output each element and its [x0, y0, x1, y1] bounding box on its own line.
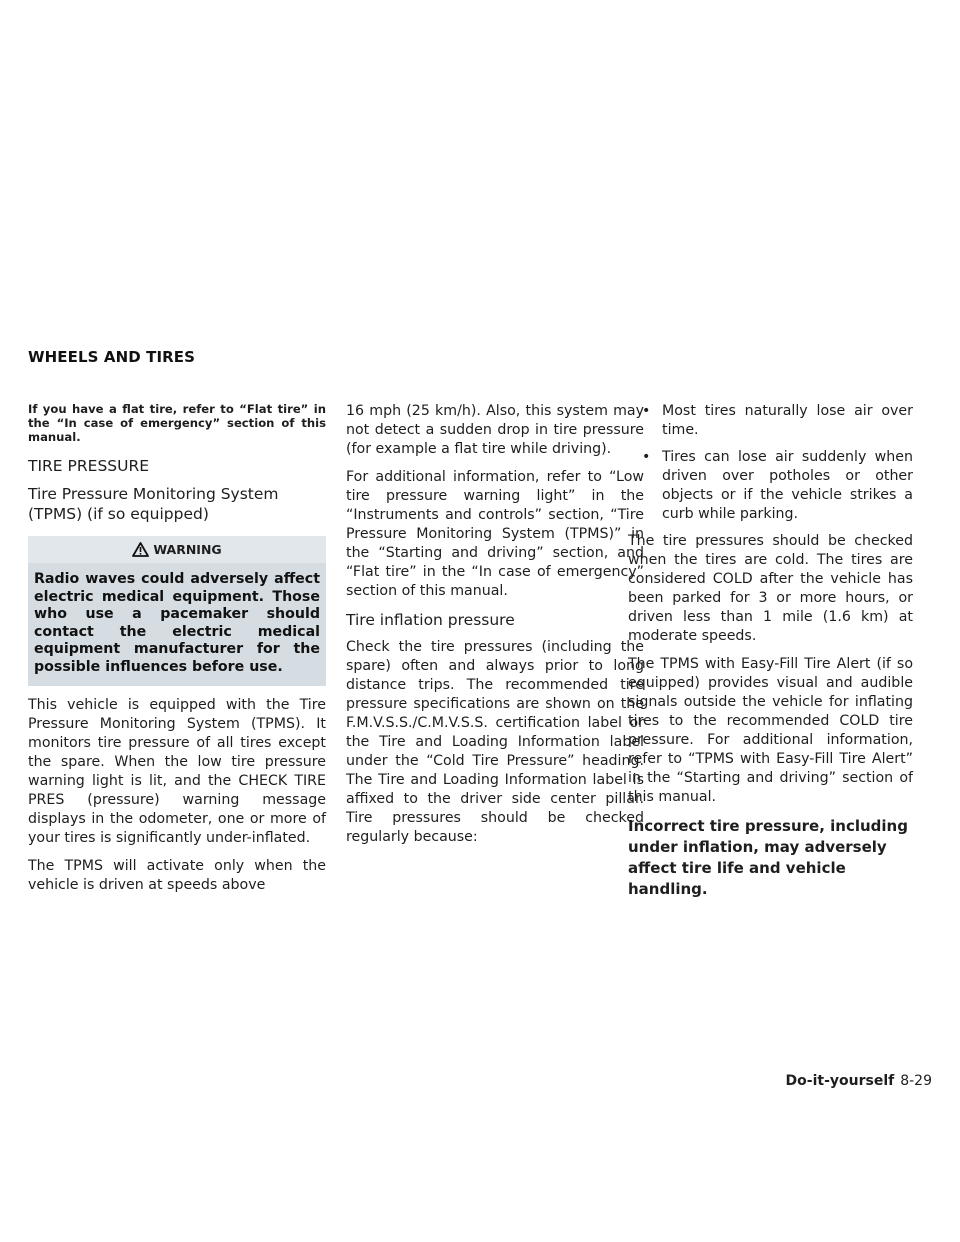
- easy-fill-paragraph: The TPMS with Easy-Fill Tire Alert (if so equipped) provides visual and audible signals outside the vehicle for inflating tires to the recommended COLD tire pressure. For additional information, refer to “TPMS with Easy-Fill Tire Alert” in the “Starting and driving” section of this manual.: [628, 656, 913, 805]
- flat-tire-note: If you have a flat tire, refer to “Flat tire” in the “In case of emergency” section of this manual.: [28, 402, 326, 444]
- inflation-heading: Tire inflation pressure: [346, 611, 515, 629]
- list-item: • Tires can lose air suddenly when driven over potholes or other objects or if the vehicle strikes a curb while parking.: [642, 449, 913, 522]
- column-2: [346, 402, 644, 856]
- tpms-heading: Tire Pressure Monitoring System (TPMS) (if so equipped): [28, 485, 279, 523]
- warning-text: Radio waves could adversely affect electric medical equipment. Those who use a pacemaker should contact the electric medical equipment manufacturer for the possible influences before use.: [34, 571, 320, 675]
- footer-section: Do-it-yourself: [785, 1073, 895, 1089]
- tpms-description: This vehicle is equipped with the Tire Pressure Monitoring System (TPMS). It monitors tire pressure of all tires except the spare. When the low tire pressure warning light is lit, and the CHECK TIRE PRES (pressure) warning message displays in the odometer, one or more of your tires is significantly under-inflated.: [28, 697, 326, 846]
- section-title: WHEELS AND TIRES: [28, 348, 196, 366]
- warning-title: WARNING: [153, 542, 222, 557]
- tpms-speed-note: 16 mph (25 km/h). Also, this system may not detect a sudden drop in tire pressure (for example a flat tire while driving).: [346, 403, 644, 457]
- incorrect-pressure-note: Incorrect tire pressure, including under inflation, may adversely affect tire life and vehicle handling.: [628, 817, 908, 898]
- warning-triangle-icon: [132, 542, 149, 557]
- additional-info: For additional information, refer to “Low tire pressure warning light” in the “Instruments and controls” section, “Tire Pressure Monitoring System (TPMS)” in the “Starting and driving” section, and “Flat tire” in the “In case of emergency” section of this manual.: [346, 469, 644, 599]
- column-1: [28, 402, 326, 904]
- reasons-list: [628, 402, 913, 524]
- tpms-activation: The TPMS will activate only when the vehicle is driven at speeds above: [28, 858, 326, 893]
- warning-header: [28, 536, 326, 563]
- list-item: • Most tires naturally lose air over time.: [642, 403, 913, 438]
- column-3: [628, 402, 913, 909]
- inflation-paragraph: Check the tire pressures (including the spare) often and always prior to long distance trips. The recommended tire pressure specifications are shown on the F.M.V.S.S./C.M.V.S.S. certification label or the Tire and Loading Information label under the “Cold Tire Pressure” heading. The Tire and Loading Information label is affixed to the driver side center pillar. Tire pressures should be checked regularly because:: [346, 639, 644, 845]
- warning-box: [28, 536, 326, 686]
- page-number: 8-29: [900, 1073, 932, 1089]
- page-footer: [786, 1073, 932, 1089]
- cold-tires-paragraph: The tire pressures should be checked when the tires are cold. The tires are considered COLD after the vehicle has been parked for 3 or more hours, or driven less than 1 mile (1.6 km) at moderate speeds.: [628, 533, 913, 644]
- tire-pressure-heading: TIRE PRESSURE: [28, 457, 150, 475]
